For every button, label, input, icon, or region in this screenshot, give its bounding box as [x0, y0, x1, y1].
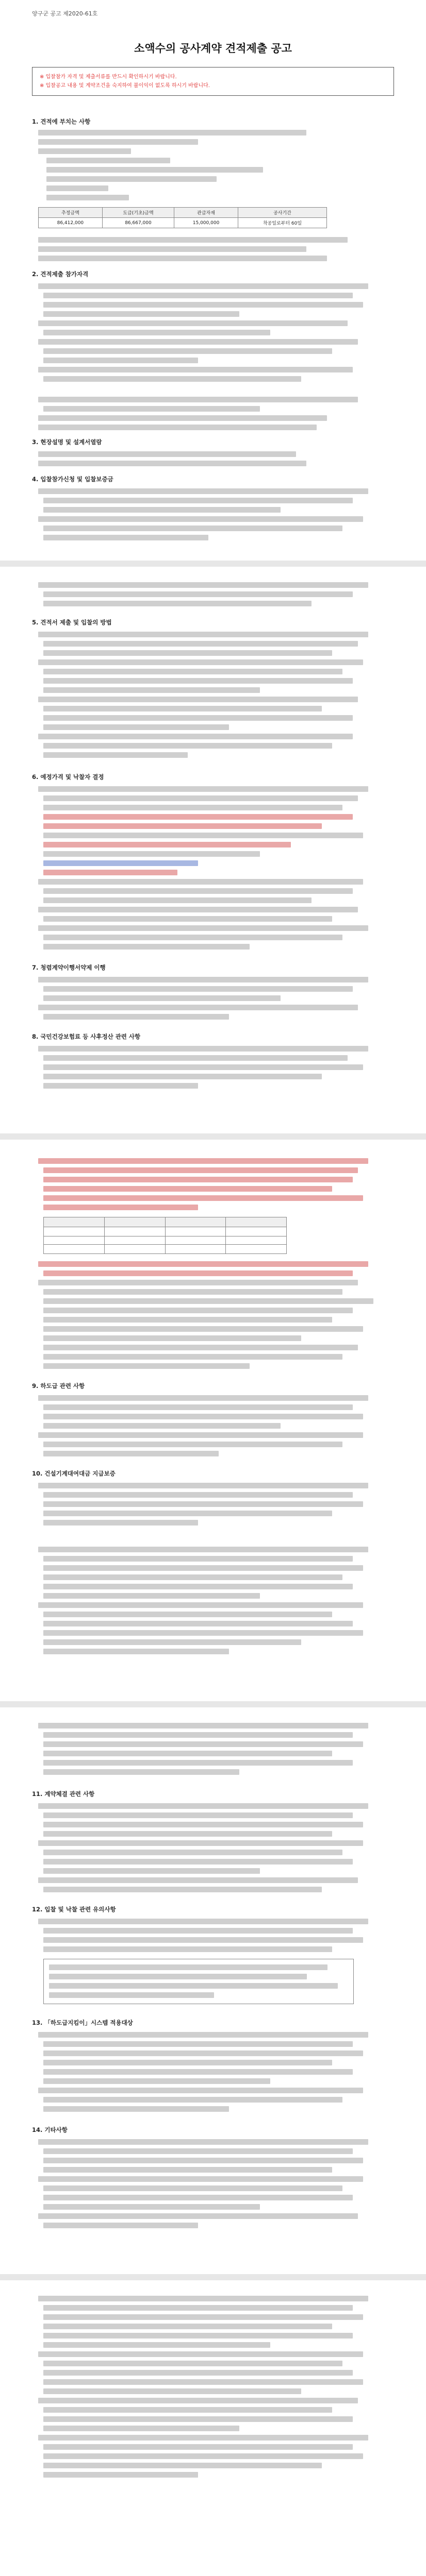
text-line-placeholder: [43, 591, 353, 597]
notice-line: ※ 입찰참가 자격 및 제출서류를 반드시 확인하시기 바랍니다.: [40, 74, 177, 80]
section-heading: 11. 계약체결 관련 사항: [32, 1790, 95, 1798]
estimate-table: [38, 207, 327, 228]
text-line-placeholder: [43, 1621, 353, 1626]
text-line-placeholder: [43, 406, 260, 412]
section-heading: 12. 입찰 및 낙찰 관련 유의사항: [32, 1906, 116, 1913]
text-line-placeholder: [43, 348, 332, 354]
text-line-placeholder: [43, 1574, 342, 1580]
text-line-placeholder: [43, 1769, 239, 1775]
text-line-placeholder: [43, 1520, 198, 1526]
text-line-placeholder: [43, 2050, 363, 2056]
text-line-placeholder: [46, 158, 170, 163]
text-line-placeholder: [43, 2453, 363, 2459]
text-line-placeholder: [38, 139, 198, 145]
text-line-placeholder: [38, 582, 368, 588]
text-line-placeholder: [43, 1630, 363, 1636]
text-line-placeholder: [43, 2223, 198, 2228]
text-line-placeholder: [43, 1760, 353, 1766]
text-line-placeholder: [43, 1064, 363, 1070]
text-line-placeholder: [38, 367, 353, 372]
text-line-placeholder: [43, 1565, 363, 1571]
text-line-placeholder: [43, 860, 198, 866]
section-6: [32, 773, 394, 781]
text-line-placeholder: [38, 2176, 363, 2182]
section-8: [32, 1032, 394, 1041]
announcement-panel-3: [0, 1140, 426, 1701]
section-heading: 5. 견적서 제출 및 입찰의 방법: [32, 619, 112, 626]
text-line-placeholder: [43, 498, 353, 503]
table-header: 공사기간: [238, 208, 326, 218]
text-line-placeholder: [43, 1511, 332, 1516]
text-line-placeholder: [43, 1195, 363, 1201]
text-line-placeholder: [43, 302, 363, 308]
announcement-panel-2: [0, 567, 426, 1133]
text-line-placeholder: [38, 1005, 358, 1010]
text-line-placeholder: [49, 1974, 307, 1979]
text-line-placeholder: [43, 986, 353, 992]
text-line-placeholder: [43, 814, 353, 820]
text-line-placeholder: [43, 2444, 353, 2450]
text-line-placeholder: [43, 2333, 353, 2338]
text-line-placeholder: [43, 2472, 198, 2478]
text-line-placeholder: [43, 2195, 353, 2200]
text-line-placeholder: [43, 669, 342, 674]
text-line-placeholder: [38, 246, 306, 252]
text-line-placeholder: [43, 2416, 353, 2422]
text-line-placeholder: [43, 1741, 363, 1747]
text-line-placeholder: [38, 1877, 358, 1883]
text-line-placeholder: [38, 2213, 358, 2219]
text-line-placeholder: [43, 1639, 301, 1645]
text-line-placeholder: [38, 879, 363, 885]
section-2: [32, 270, 394, 278]
text-line-placeholder: [38, 2139, 368, 2145]
text-line-placeholder: [43, 935, 342, 940]
text-line-placeholder: [43, 358, 198, 363]
text-line-placeholder: [38, 1723, 368, 1728]
text-line-placeholder: [43, 706, 322, 711]
text-line-placeholder: [43, 1308, 353, 1313]
section-13: [32, 2019, 394, 2027]
text-line-placeholder: [38, 1046, 368, 1052]
text-line-placeholder: [43, 897, 312, 903]
text-line-placeholder: [38, 2088, 363, 2093]
section-heading: 9. 하도급 관련 사항: [32, 1382, 85, 1389]
section-11: [32, 1790, 394, 1798]
text-line-placeholder: [38, 786, 368, 792]
text-line-placeholder: [43, 1584, 353, 1589]
text-line-placeholder: [43, 1167, 358, 1173]
section-heading: 13. 「하도급지킴이」시스템 적용대상: [32, 2019, 133, 2026]
text-line-placeholder: [43, 1928, 353, 1934]
text-line-placeholder: [43, 641, 358, 647]
text-line-placeholder: [43, 2185, 342, 2191]
text-line-placeholder: [43, 2314, 363, 2320]
text-line-placeholder: [43, 2204, 260, 2210]
text-line-placeholder: [38, 130, 306, 135]
table-cell: 15,000,000: [174, 218, 238, 228]
text-line-placeholder: [49, 1964, 327, 1970]
text-line-placeholder: [43, 752, 188, 758]
section-10: [32, 1469, 394, 1478]
text-line-placeholder: [43, 535, 208, 540]
text-line-placeholder: [38, 2296, 368, 2301]
text-line-placeholder: [49, 1983, 338, 1989]
text-line-placeholder: [43, 1946, 332, 1952]
page-title: 소액수의 공사계약 견적제출 공고: [134, 42, 292, 55]
text-line-placeholder: [46, 185, 108, 191]
text-line-placeholder: [43, 743, 332, 749]
text-line-placeholder: [43, 293, 353, 298]
text-line-placeholder: [46, 167, 263, 173]
text-line-placeholder: [43, 601, 312, 606]
text-line-placeholder: [43, 1831, 332, 1837]
text-line-placeholder: [38, 1803, 368, 1809]
text-line-placeholder: [38, 1395, 368, 1401]
text-line-placeholder: [46, 195, 129, 200]
table-cell: 86,412,000: [39, 218, 103, 228]
text-line-placeholder: [43, 2407, 332, 2413]
text-line-placeholder: [43, 1612, 332, 1617]
text-line-placeholder: [43, 2426, 239, 2431]
text-line-placeholder: [43, 1732, 353, 1738]
text-line-placeholder: [43, 678, 353, 684]
text-line-placeholder: [43, 311, 239, 317]
guideline-box: [43, 1959, 354, 2004]
text-line-placeholder: [38, 2032, 368, 2038]
section-1: [32, 117, 394, 126]
text-line-placeholder: [43, 1083, 198, 1089]
table-cell: 86,667,000: [102, 218, 174, 228]
text-line-placeholder: [38, 237, 348, 243]
text-line-placeholder: [43, 1354, 342, 1360]
text-line-placeholder: [43, 1289, 342, 1295]
text-line-placeholder: [43, 2361, 342, 2366]
notice-box: [32, 67, 394, 96]
section-heading: 14. 기타사항: [32, 2126, 68, 2133]
text-line-placeholder: [43, 888, 353, 894]
text-line-placeholder: [43, 507, 281, 513]
section-heading: 1. 견적에 부치는 사항: [32, 118, 91, 125]
text-line-placeholder: [43, 870, 177, 875]
section-3: [32, 438, 394, 446]
text-line-placeholder: [43, 1186, 332, 1192]
text-line-placeholder: [38, 1261, 368, 1267]
text-line-placeholder: [43, 1074, 322, 1079]
text-line-placeholder: [43, 1593, 260, 1599]
text-line-placeholder: [43, 2370, 353, 2376]
text-line-placeholder: [43, 1492, 353, 1498]
text-line-placeholder: [43, 2463, 322, 2468]
text-line-placeholder: [43, 1335, 301, 1341]
text-line-placeholder: [43, 687, 260, 693]
text-line-placeholder: [38, 148, 131, 154]
text-line-placeholder: [43, 376, 301, 382]
text-line-placeholder: [38, 1280, 358, 1285]
text-line-placeholder: [43, 1887, 322, 1892]
section-heading: 10. 건설기계대여대금 지급보증: [32, 1470, 116, 1477]
text-line-placeholder: [38, 1919, 368, 1924]
text-line-placeholder: [38, 283, 368, 289]
insurance-table: [43, 1217, 287, 1254]
text-line-placeholder: [38, 2351, 363, 2357]
text-line-placeholder: [43, 2342, 270, 2348]
text-line-placeholder: [43, 833, 363, 838]
text-line-placeholder: [38, 1432, 363, 1438]
section-12: [32, 1905, 394, 1913]
text-line-placeholder: [43, 1404, 353, 1410]
text-line-placeholder: [43, 944, 250, 950]
document-number: 양구군 공고 제2020-61호: [32, 10, 98, 17]
text-line-placeholder: [38, 320, 348, 326]
text-line-placeholder: [43, 1442, 342, 1447]
text-line-placeholder: [43, 842, 291, 848]
text-line-placeholder: [38, 516, 363, 522]
text-line-placeholder: [38, 2435, 368, 2441]
text-line-placeholder: [43, 995, 281, 1001]
text-line-placeholder: [43, 1414, 363, 1419]
text-line-placeholder: [43, 1345, 358, 1350]
text-line-placeholder: [38, 415, 327, 421]
section-5: [32, 618, 394, 626]
text-line-placeholder: [43, 1751, 332, 1756]
text-line-placeholder: [43, 1177, 353, 1182]
text-line-placeholder: [38, 925, 368, 931]
text-line-placeholder: [43, 526, 342, 531]
section-heading: 8. 국민건강보험료 등 사후정산 관련 사항: [32, 1033, 141, 1040]
announcement-panel-4: [0, 1707, 426, 2274]
text-line-placeholder: [38, 2398, 358, 2403]
text-line-placeholder: [38, 425, 317, 430]
text-line-placeholder: [43, 1937, 363, 1943]
section-heading: 3. 현장설명 및 설계서열람: [32, 438, 102, 446]
text-line-placeholder: [43, 1205, 198, 1210]
text-line-placeholder: [43, 2158, 363, 2163]
text-line-placeholder: [43, 1822, 363, 1827]
text-line-placeholder: [38, 697, 358, 702]
announcement-panel-1: [0, 0, 426, 561]
section-9: [32, 1382, 394, 1390]
text-line-placeholder: [43, 1014, 229, 1020]
section-14: [32, 2126, 394, 2134]
table-header: 도급(기초)금액: [102, 208, 174, 218]
text-line-placeholder: [43, 2069, 353, 2075]
notice-line: ※ 입찰공고 내용 및 계약조건을 숙지하여 불이익이 없도록 하시기 바랍니다.: [40, 83, 210, 89]
text-line-placeholder: [38, 339, 358, 345]
text-line-placeholder: [43, 1859, 353, 1865]
text-line-placeholder: [38, 907, 358, 912]
text-line-placeholder: [38, 1602, 363, 1608]
text-line-placeholder: [43, 1868, 260, 1874]
announcement-panel-5: [0, 2280, 426, 2576]
text-line-placeholder: [43, 1363, 250, 1369]
text-line-placeholder: [43, 1317, 332, 1323]
text-line-placeholder: [38, 461, 306, 466]
text-line-placeholder: [38, 397, 358, 402]
text-line-placeholder: [43, 916, 332, 922]
text-line-placeholder: [43, 1055, 348, 1061]
text-line-placeholder: [43, 1326, 363, 1332]
text-line-placeholder: [43, 1812, 353, 1818]
text-line-placeholder: [43, 1850, 342, 1855]
text-line-placeholder: [38, 1840, 363, 1846]
text-line-placeholder: [38, 1483, 368, 1488]
text-line-placeholder: [38, 488, 368, 494]
text-line-placeholder: [43, 2305, 353, 2311]
text-line-placeholder: [38, 1547, 368, 1552]
text-line-placeholder: [43, 2388, 301, 2394]
section-4: [32, 475, 394, 483]
section-heading: 6. 예정가격 및 낙찰자 결정: [32, 773, 104, 781]
text-line-placeholder: [43, 330, 270, 335]
text-line-placeholder: [38, 977, 368, 982]
text-line-placeholder: [38, 1158, 368, 1164]
text-line-placeholder: [43, 650, 332, 656]
text-line-placeholder: [43, 2097, 342, 2103]
text-line-placeholder: [43, 2148, 353, 2154]
text-line-placeholder: [38, 659, 363, 665]
text-line-placeholder: [38, 734, 353, 739]
text-line-placeholder: [43, 795, 358, 801]
text-line-placeholder: [43, 823, 322, 829]
text-line-placeholder: [38, 256, 327, 261]
section-heading: 2. 견적제출 참가자격: [32, 270, 89, 278]
text-line-placeholder: [43, 1451, 219, 1456]
text-line-placeholder: [43, 1501, 363, 1507]
text-line-placeholder: [43, 1270, 353, 1276]
section-heading: 4. 입찰참가신청 및 입찰보증금: [32, 476, 113, 483]
table-header: 관급자재: [174, 208, 238, 218]
text-line-placeholder: [43, 1556, 353, 1562]
text-line-placeholder: [49, 1992, 214, 1998]
text-line-placeholder: [43, 2078, 270, 2084]
text-line-placeholder: [43, 2324, 332, 2329]
text-line-placeholder: [43, 805, 342, 810]
text-line-placeholder: [38, 451, 296, 457]
text-line-placeholder: [43, 2041, 353, 2047]
text-line-placeholder: [38, 632, 368, 637]
text-line-placeholder: [43, 2167, 332, 2173]
text-line-placeholder: [43, 715, 353, 721]
text-line-placeholder: [46, 176, 217, 182]
table-cell: 착공일로부터 60일: [238, 218, 326, 228]
section-7: [32, 963, 394, 972]
text-line-placeholder: [43, 2060, 332, 2065]
table-header: 추정금액: [39, 208, 103, 218]
text-line-placeholder: [43, 2379, 363, 2385]
text-line-placeholder: [43, 1649, 229, 1654]
text-line-placeholder: [43, 851, 260, 857]
text-line-placeholder: [43, 1298, 373, 1304]
text-line-placeholder: [43, 2106, 229, 2112]
section-heading: 7. 청렴계약이행서약제 이행: [32, 964, 106, 971]
text-line-placeholder: [43, 1423, 281, 1429]
text-line-placeholder: [43, 724, 229, 730]
